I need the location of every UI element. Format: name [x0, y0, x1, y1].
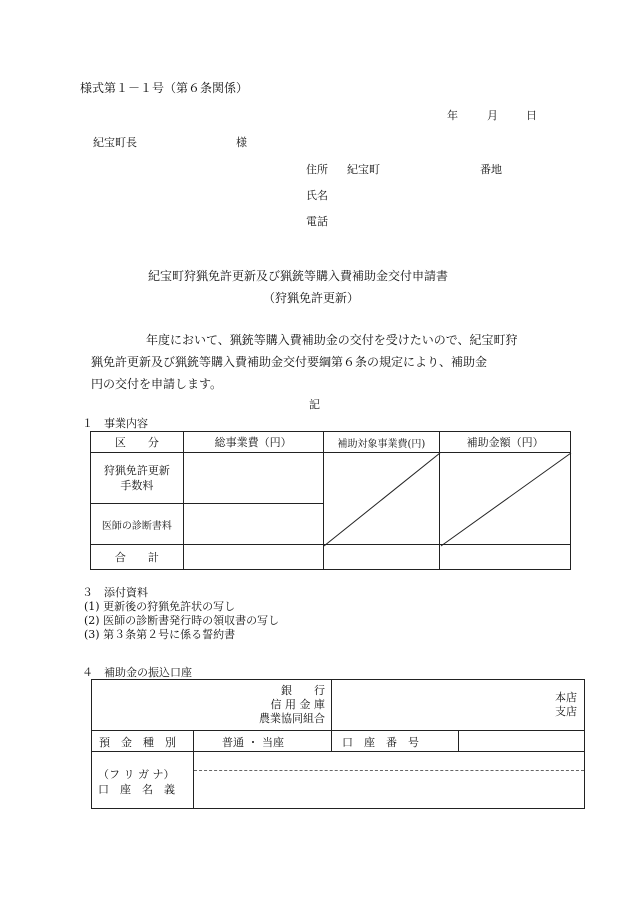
bank-account-table — [91, 679, 585, 809]
row-label-line-1: 狩猟免許更新 — [103, 464, 170, 477]
row-medical-certificate-fee: 医師の診断書料 — [91, 504, 184, 545]
ki-mark: 記 — [309, 398, 320, 411]
account-number-field[interactable] — [459, 731, 583, 751]
address-suffix: 番地 — [480, 163, 502, 176]
grand-total-subsidy-cell[interactable] — [440, 545, 571, 570]
bank-type-ja: 農業協同組合 — [259, 712, 325, 725]
account-name-labels — [98, 767, 175, 797]
bank-vertical-divider — [331, 680, 332, 730]
grand-total-target-cell[interactable] — [323, 545, 440, 570]
grand-total-cost-cell[interactable] — [183, 545, 323, 570]
bank-type-bank: 銀 行 — [281, 684, 325, 697]
section3-heading: ３ 添付資料 — [82, 586, 148, 599]
medical-fee-total-cell[interactable] — [183, 504, 323, 545]
header-subsidy-amount: 補助金額（円） — [440, 432, 571, 453]
bank-type-shinkin: 信 用 金 庫 — [270, 698, 325, 711]
furigana-label: （フ リ ガ ナ） — [98, 768, 175, 781]
section4-heading: ４ 補助金の振込口座 — [82, 666, 192, 679]
recipient: 紀宝町長 — [93, 136, 137, 149]
furigana-field[interactable] — [194, 752, 584, 769]
branch-type-branch: 支店 — [555, 705, 577, 718]
deposit-divider-a — [331, 730, 332, 751]
account-number-label: 口 座 番 号 — [342, 736, 419, 749]
deposit-type-label: 預 金 種 別 — [99, 736, 176, 749]
form-number: 様式第１－１号（第６条関係） — [80, 81, 249, 95]
attachment-item-3: (3) 第３条第２号に係る誓約書 — [84, 628, 236, 641]
bank-type-labels — [259, 684, 325, 726]
section1-heading: １ 事業内容 — [82, 417, 148, 430]
header-kubun: 区 分 — [91, 432, 184, 453]
license-fee-total-cell[interactable] — [183, 453, 323, 504]
target-cost-diagonal-cell — [323, 453, 440, 545]
address-town: 紀宝町 — [347, 163, 380, 176]
honorific: 様 — [236, 136, 247, 149]
phone-label: 電話 — [306, 215, 328, 228]
body-line-2: 猟免許更新及び猟銃等購入費補助金交付要綱第６条の規定により、補助金 — [91, 355, 488, 369]
date-month-label: 月 — [487, 109, 498, 122]
document-title: 紀宝町狩猟免許更新及び猟銃等購入費補助金交付申請書 — [148, 269, 449, 283]
address-label: 住所 — [306, 163, 328, 176]
header-total-cost: 総事業費（円） — [183, 432, 323, 453]
row-license-renewal-fee — [91, 453, 184, 504]
row-label-line-2: 手数料 — [120, 479, 154, 492]
attachment-item-1: (1) 更新後の狩猟免許状の写し — [84, 600, 236, 613]
row-total: 合 計 — [91, 545, 184, 570]
branch-type-head: 本店 — [555, 691, 577, 704]
deposit-type-options[interactable]: 普通 ・ 当座 — [222, 736, 284, 749]
body-line-3: 円の交付を申請します。 — [91, 377, 223, 391]
body-line-1: 年度において、猟銃等購入費補助金の交付を受けたいので、紀宝町狩 — [146, 333, 518, 347]
document-subtitle: （狩猟免許更新） — [263, 291, 360, 305]
branch-type-labels — [555, 691, 577, 719]
subsidy-diagonal-cell — [440, 453, 571, 545]
account-name-field[interactable] — [194, 771, 584, 807]
attachment-item-2: (2) 医師の診断書発行時の領収書の写し — [84, 614, 280, 627]
name-label: 氏名 — [306, 189, 328, 202]
account-name-label: 口 座 名 義 — [98, 783, 175, 796]
header-target-cost: 補助対象事業費(円) — [323, 432, 440, 453]
date-year-label: 年 — [447, 109, 458, 122]
date-day-label: 日 — [526, 109, 537, 122]
project-content-table — [90, 431, 571, 570]
